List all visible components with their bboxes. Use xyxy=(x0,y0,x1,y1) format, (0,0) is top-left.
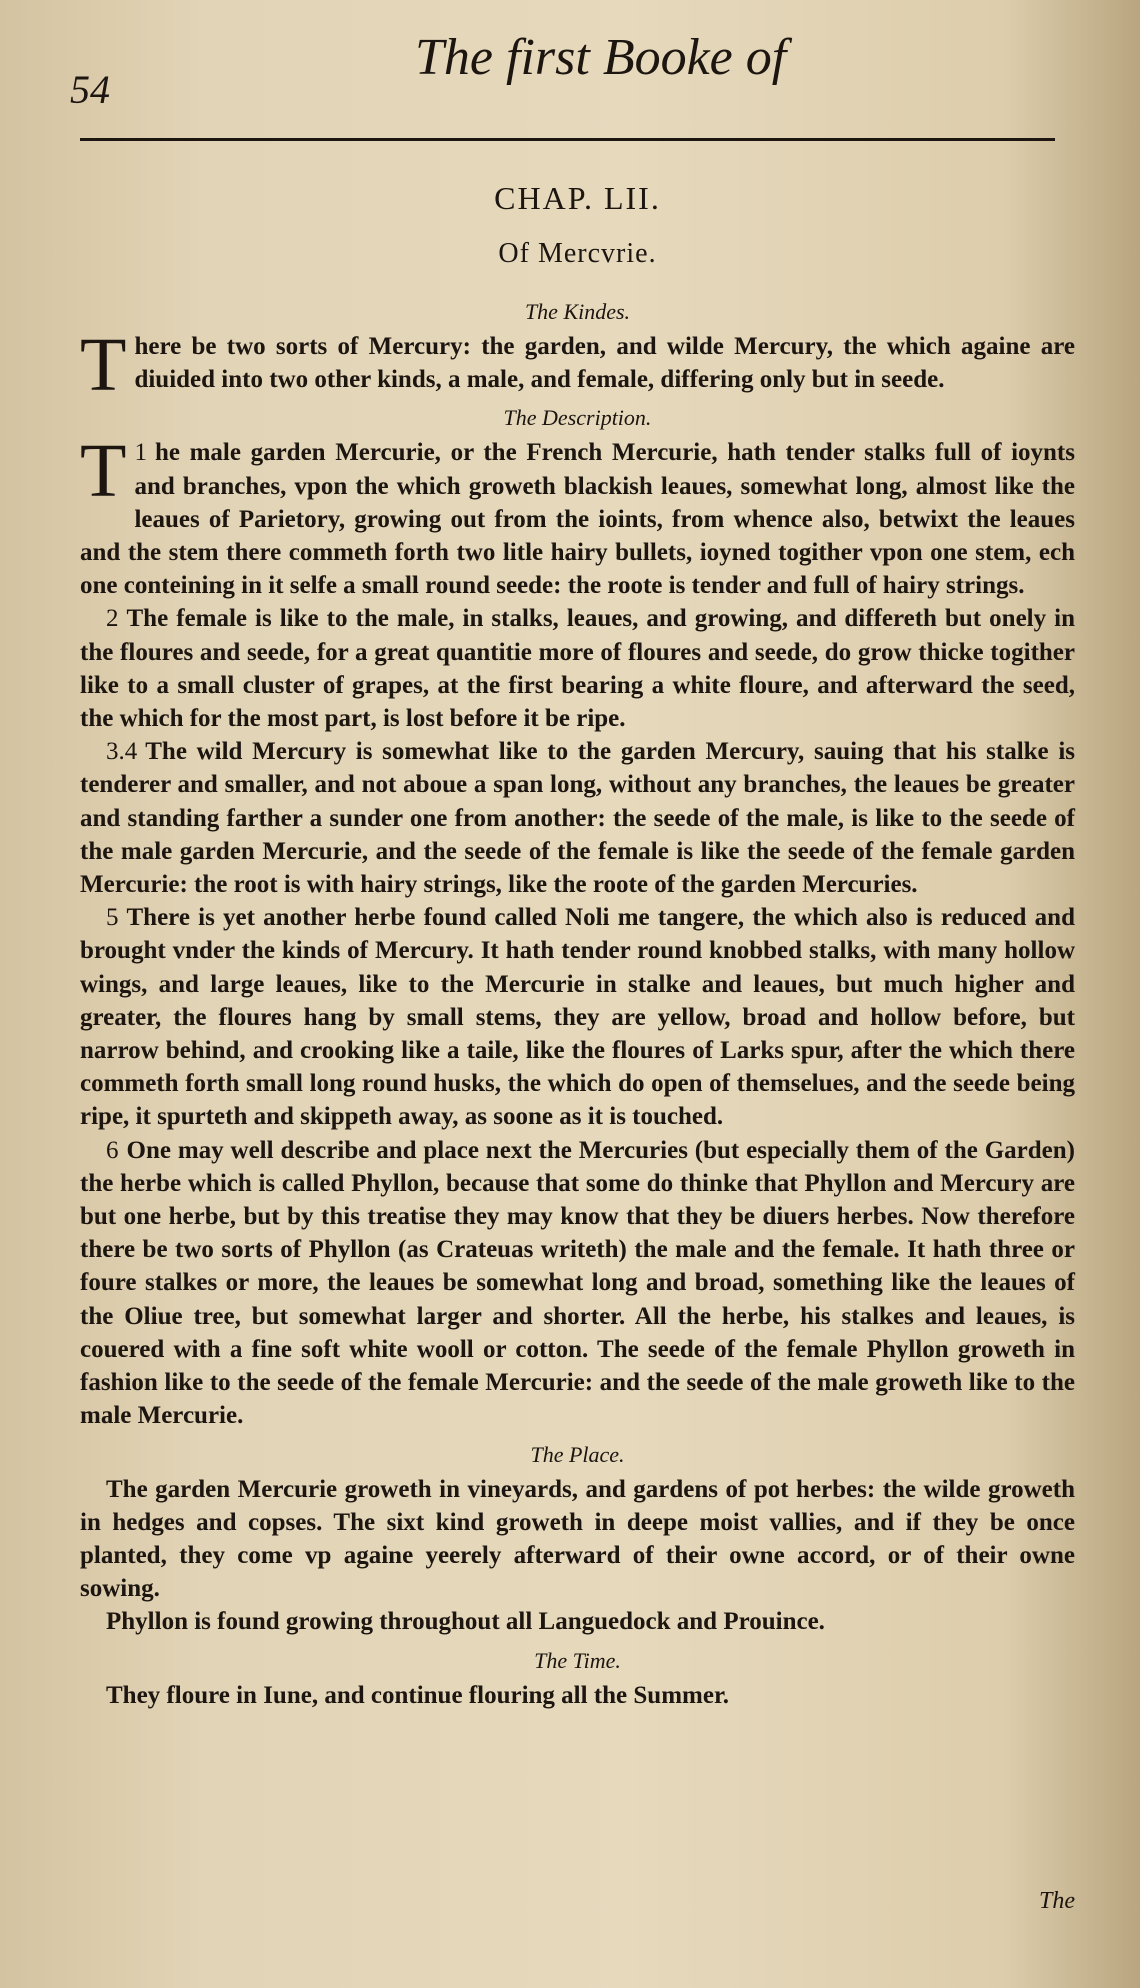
drop-cap: T xyxy=(80,323,127,407)
paragraph-description-6 xyxy=(80,1134,1075,1433)
paragraph-description-2 xyxy=(80,602,1075,735)
page-header xyxy=(0,0,1140,150)
running-head: The first Booke of xyxy=(415,29,787,86)
paragraph-time-1: They floure in Iune, and continue flouring all the Summer. xyxy=(106,1681,729,1709)
header-rule xyxy=(80,138,1055,141)
paragraph-description-1 xyxy=(80,429,1075,602)
section-heading-place: The Place. xyxy=(530,1441,625,1467)
chapter-number: CHAP. LII. xyxy=(494,180,661,216)
paragraph-number: 2 xyxy=(106,605,119,633)
section-heading-kindes: The Kindes. xyxy=(524,299,631,324)
catchword: The xyxy=(1039,1888,1075,1914)
chapter-title: Of Mercvrie. xyxy=(498,238,657,269)
paragraph-number: 6 xyxy=(106,1136,119,1164)
drop-cap: T xyxy=(80,429,127,514)
page-body xyxy=(80,178,1075,1712)
paragraph-place-2: Phyllon is found growing throughout all Languedock and Prouince. xyxy=(106,1608,825,1636)
paragraph-number: 1 xyxy=(134,439,147,467)
paragraph-number: 3.4 xyxy=(106,738,138,766)
paragraph-text: The wild Mercury is somewhat like to the garden Mercury, sauing that his stalke is tenderer and smaller, and not aboue a span long, without any branches, the leaues be greater and standing farther a sunder one from another: the seede of the male, is like to the seede of the male garden Mercurie, and the seede of the female is like the seede of the female garden Mercurie: the root is with hairy strings, like the roote of the garden Mercuries. xyxy=(80,738,1075,899)
section-heading-time: The Time. xyxy=(534,1647,621,1673)
section-heading-description: The Description. xyxy=(503,405,652,431)
paragraph-text: There is yet another herbe found called Noli me tangere, the which also is reduced and brought vnder the kinds of Mercury. It hath tender round knobbed stalks, with many hollow wings, and large leaues, like to the Mercurie in stalke and leaues, but much higher and greater, the floures hang by small stems, they are yellow, broad and hollow before, but narrow behind, and crooking like a taile, like the floures of Larks spur, after the which there commeth forth small long round husks, the which do open of themselues, and the seede being ripe, it spurteth and skippeth away, as soone as it is touched. xyxy=(80,904,1075,1131)
paragraph-description-5 xyxy=(80,901,1075,1133)
paragraph-text: The female is like to the male, in stalks, leaues, and growing, and differeth but onely in the floures and seede, for a great quantitie more of floures and seede, do grow thicke togither like to a small cluster of grapes, at the first bearing a white floure, and afterward the seed, the which for the most part, is lost before it be ripe. xyxy=(80,605,1075,733)
paragraph-text: he male garden Mercurie, or the French Mercurie, hath tender stalks full of ioynts and branches, vpon the which groweth blackish leaues, somewhat long, almost like the leaues of Parietory, growing out from the ioints, from whence also, betwixt the leaues and the stem there commeth forth two litle hairy bullets, ioyned togither vpon one stem, ech one conteining in it selfe a small round seede: the roote is tender and full of hairy strings. xyxy=(80,439,1075,600)
paragraph-text: One may well describe and place next the Mercuries (but especially them of the Garden) the herbe which is called Phyllon, because that some do thinke that Phyllon and Mercury are but one herbe, but by this treatise they may know that they be diuers herbes. Now therefore there be two sorts of Phyllon (as Crateuas writeth) the male and the female. It hath three or foure stalkes or more, the leaues be somewhat long and broad, something like the leaues of the Oliue tree, but somewhat larger and shorter. All the herbe, his stalkes and leaues, is couered with a fine soft white wooll or cotton. The seede of the female Phyllon groweth in fashion like to the seede of the female Mercurie: and the seede of the male groweth like to the male Mercurie. xyxy=(80,1136,1075,1430)
paragraph-place-1: The garden Mercurie groweth in vineyards, and gardens of pot herbes: the wilde groweth in hedges and copses. The sixt kind groweth in deepe moist vallies, and if they be once planted, they come vp againe yeerely afterward of their owne accord, or of their owne sowing. xyxy=(80,1475,1075,1603)
paragraph-number: 5 xyxy=(106,904,119,932)
paragraph-kindes xyxy=(80,323,1075,407)
paragraph-text: here be two sorts of Mercury: the garden, and wilde Mercury, the which againe are diuided into two other kinds, a male, and female, differing only but in seede. xyxy=(134,333,1075,394)
paragraph-description-3 xyxy=(80,735,1075,901)
page-number: 54 xyxy=(70,67,110,112)
